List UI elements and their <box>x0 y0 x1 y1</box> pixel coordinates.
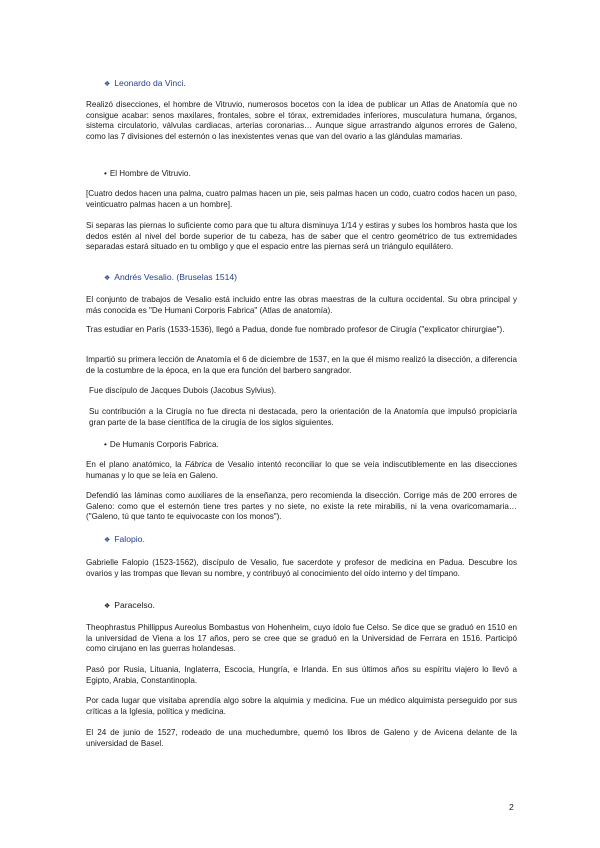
paragraph-paracelso-libros: El 24 de junio de 1527, rodeado de una muchedumbre, quemó los libros de Galeno y de Avicena delante de la universidad de Basel. <box>86 728 517 748</box>
heading-paracelso: ❖ Paracelso. <box>104 600 155 610</box>
diamond-bullet-icon: ❖ <box>104 275 111 282</box>
heading-leonardo: ❖ Leonardo da Vinci. <box>104 78 186 88</box>
paragraph-vesalio-cirugia: Su contribución a la Cirugía no fue directa ni destacada, pero la orientación de la Anatomía que impulsó propiciaría gran parte de la base científica de la cirugía de los siglos siguientes. <box>89 407 517 427</box>
paragraph-vitruvio-quote: [Cuatro dedos hacen una palma, cuatro palmas hacen un pie, seis palmas hacen un codo, cuatro codos hacen un paso, veinticuatro palmas hacen a un hombre]. <box>86 189 517 209</box>
page-number: 2 <box>509 802 514 812</box>
paragraph-fabrica-plano: En el plano anatómico, la Fábrica de Vesalio intentó reconciliar lo que se veía indiscutiblemente en las disecciones humanas y lo que se leía en Galeno. <box>86 460 517 480</box>
paragraph-leonardo: Realizó disecciones, el hombre de Vitruvio, numerosos bocetos con la idea de publicar un Atlas de Anatomía que no consigue acabar: senos maxilares, frontales, sobre el tórax, extremidades inferiores, musculatura humana, órganos, sistema circulatorio, válvulas cardiacas, arterias coronarias… Aunque sigue arrastrando algunos errores de Galeno, como las 7 divisiones del esternón o las inexistentes venas que van del ovario a las glándulas mamarias. <box>86 100 517 141</box>
paragraph-falopio: Gabrielle Falopio (1523-1562), discípulo de Vesalio, fue sacerdote y profesor de medicina en Padua. Descubre los ovarios y las trompas que llevan su nombre, y contribuyó al conocimiento del oído interno y del tímpano. <box>86 558 517 578</box>
paragraph-vesalio-fabrica: El conjunto de trabajos de Vesalio está incluido entre las obras maestras de la cultura occidental. Su obra principal y más conocida es "De Humani Corporis Fabrica" (Atlas de anatomía). <box>86 295 517 315</box>
paragraph-vesalio-leccion: Impartió su primera lección de Anatomía el 6 de diciembre de 1537, en la que él mismo realizó la disección, a diferencia de la costumbre de la época, en la que era función del barbero sangrador. <box>86 355 517 375</box>
dot-bullet-icon: • <box>104 169 107 178</box>
paragraph-vesalio-paris: Tras estudiar en París (1533-1536), llegó a Padua, donde fue nombrado profesor de Cirugía ("explicator chirurgiae"). <box>86 325 505 334</box>
paragraph-vesalio-discipulo: Fue discípulo de Jacques Dubois (Jacobus Sylvius). <box>89 386 277 395</box>
heading-falopio: ❖ Falopio. <box>104 534 145 544</box>
paragraph-paracelso-alquimia: Por cada lugar que visitaba aprendía algo sobre la alquimia y medicina. Fue un médico alquimista perseguido por sus críticas a la Iglesia, política y medicina. <box>86 696 517 716</box>
diamond-bullet-icon: ❖ <box>104 603 111 610</box>
subheading-fabrica: • De Humanis Corporis Fabrica. <box>104 440 219 449</box>
diamond-bullet-icon: ❖ <box>104 537 111 544</box>
paragraph-fabrica-laminas: Defendió las láminas como auxiliares de la enseñanza, pero recomienda la disección. Corrige más de 200 errores de Galeno: como que el esternón tiene tres partes y no siete, no existe la rete mirabilis, ni la vena ovaricomamaria… ("Galeno, tú que tanto te equivocaste con los monos"). <box>86 491 517 522</box>
dot-bullet-icon: • <box>104 440 107 449</box>
paragraph-paracelso-bio: Theophrastus Phillippus Aureolus Bombastus von Hohenheim, cuyo ídolo fue Celso. Se dice que se graduó en 1510 en la universidad de Viena a los 17 años, pero se cree que se graduó en la Universidad de Ferrara en 1516. Participó como cirujano en las guerras holandesas. <box>86 623 517 654</box>
paragraph-paracelso-viajes: Pasó por Rusia, Lituania, Inglaterra, Escocia, Hungría, e Irlanda. En sus últimos años su espíritu viajero lo llevó a Egipto, Arabia, Constantinopla. <box>86 665 517 685</box>
heading-vesalio: ❖ Andrés Vesalio. (Bruselas 1514) <box>104 272 238 282</box>
diamond-bullet-icon: ❖ <box>104 81 111 88</box>
paragraph-vitruvio-proportions: Si separas las piernas lo suficiente como para que tu altura disminuya 1/14 y estiras y subes los hombros hasta que los dedos estén al nivel del borde superior de tu cabeza, has de saber que el centro geométrico de tus extremidades separadas estará situado en tu ombligo y que el espacio entre las piernas será un triángulo equilátero. <box>86 221 517 252</box>
subheading-vitruvio: • El Hombre de Vitruvio. <box>104 169 191 178</box>
